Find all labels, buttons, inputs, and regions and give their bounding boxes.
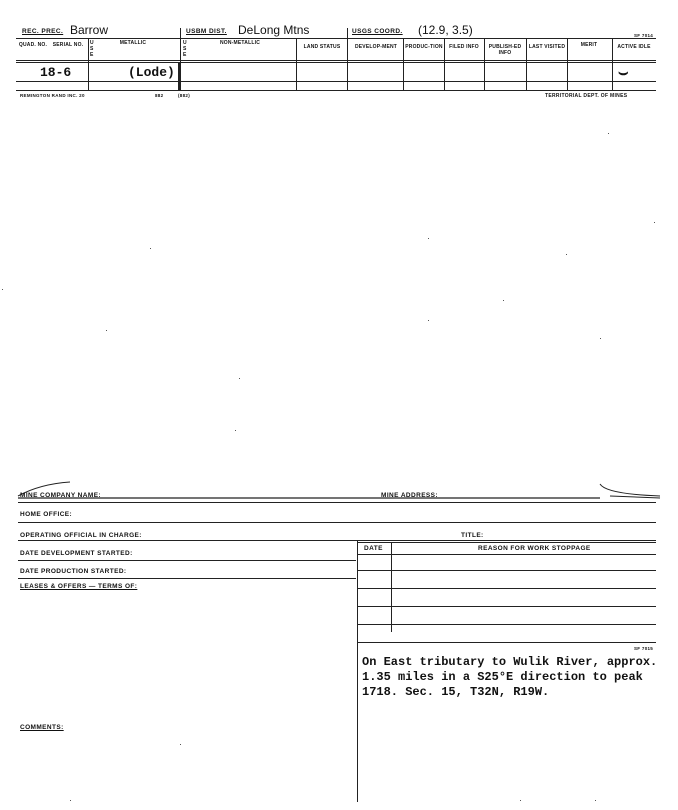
mine-address-label: MINE ADDRESS: (381, 492, 438, 499)
usgs-coord-value: (12.9, 3.5) (418, 23, 473, 37)
rec-prec-label: REC. PREC. (22, 28, 64, 35)
col-non-metallic: NON-METALLIC (219, 40, 261, 46)
location-note (362, 655, 657, 700)
form-number: SF 7014 (634, 33, 654, 38)
comments-label: COMMENTS: (20, 724, 64, 731)
note-line-3: 1718. Sec. 15, T32N, R19W. (362, 685, 550, 699)
date-prod-started-label: DATE PRODUCTION STARTED: (20, 568, 127, 575)
form-number-2: SF 7015 (634, 646, 654, 651)
type-value: (Lode) (128, 65, 175, 80)
mine-company-name-label: MINE COMPANY NAME: (20, 492, 101, 499)
checkmark-icon: ⌣ (618, 64, 629, 81)
operating-official-label: OPERATING OFFICIAL IN CHARGE: (20, 532, 142, 539)
col-development: DEVELOP-MENT (354, 44, 398, 50)
rec-prec-value: Barrow (70, 23, 109, 37)
col-filed-info: FILED INFO (449, 44, 479, 50)
col-published-info: PUBLISH-ED INFO (488, 44, 522, 56)
leases-label: LEASES & OFFERS — TERMS OF: (20, 583, 138, 590)
note-line-2: 1.35 miles in a S25°E direction to peak (362, 670, 643, 684)
printer-text: REMINGTON RAND INC. 20 (20, 93, 85, 98)
col-use-metallic: U S E (90, 40, 94, 58)
usgs-coord-label: USGS COORD. (352, 28, 403, 35)
col-merit: MERIT (580, 42, 598, 48)
note-line-1: On East tributary to Wulik River, approx. (362, 655, 658, 669)
agency-text: TERRITORIAL DEPT. OF MINES (545, 93, 628, 99)
code2-text: (882) (178, 93, 191, 98)
col-last-visited: LAST VISITED (528, 44, 566, 50)
code1-text: 882 (155, 93, 164, 98)
usbm-dist-label: USBM DIST. (186, 28, 227, 35)
date-dev-started-label: DATE DEVELOPMENT STARTED: (20, 550, 133, 557)
col-active-idle: ACTIVE IDLE (617, 44, 651, 50)
serial-value: 18-6 (40, 65, 72, 80)
col-land-status: LAND STATUS (303, 44, 341, 50)
title-label: TITLE: (461, 532, 484, 539)
col-use-nonmetallic: U S E (183, 40, 187, 58)
reason-col-label: REASON FOR WORK STOPPAGE (478, 545, 591, 552)
col-metallic: METALLIC (119, 40, 147, 46)
home-office-label: HOME OFFICE: (20, 511, 73, 518)
col-quad-no: QUAD. NO. (18, 42, 48, 48)
col-serial-no: SERIAL NO. (52, 42, 84, 48)
col-production: PRODUC-TION (405, 44, 443, 50)
date-col-label: DATE (364, 545, 383, 552)
usbm-dist-value: DeLong Mtns (238, 23, 310, 37)
